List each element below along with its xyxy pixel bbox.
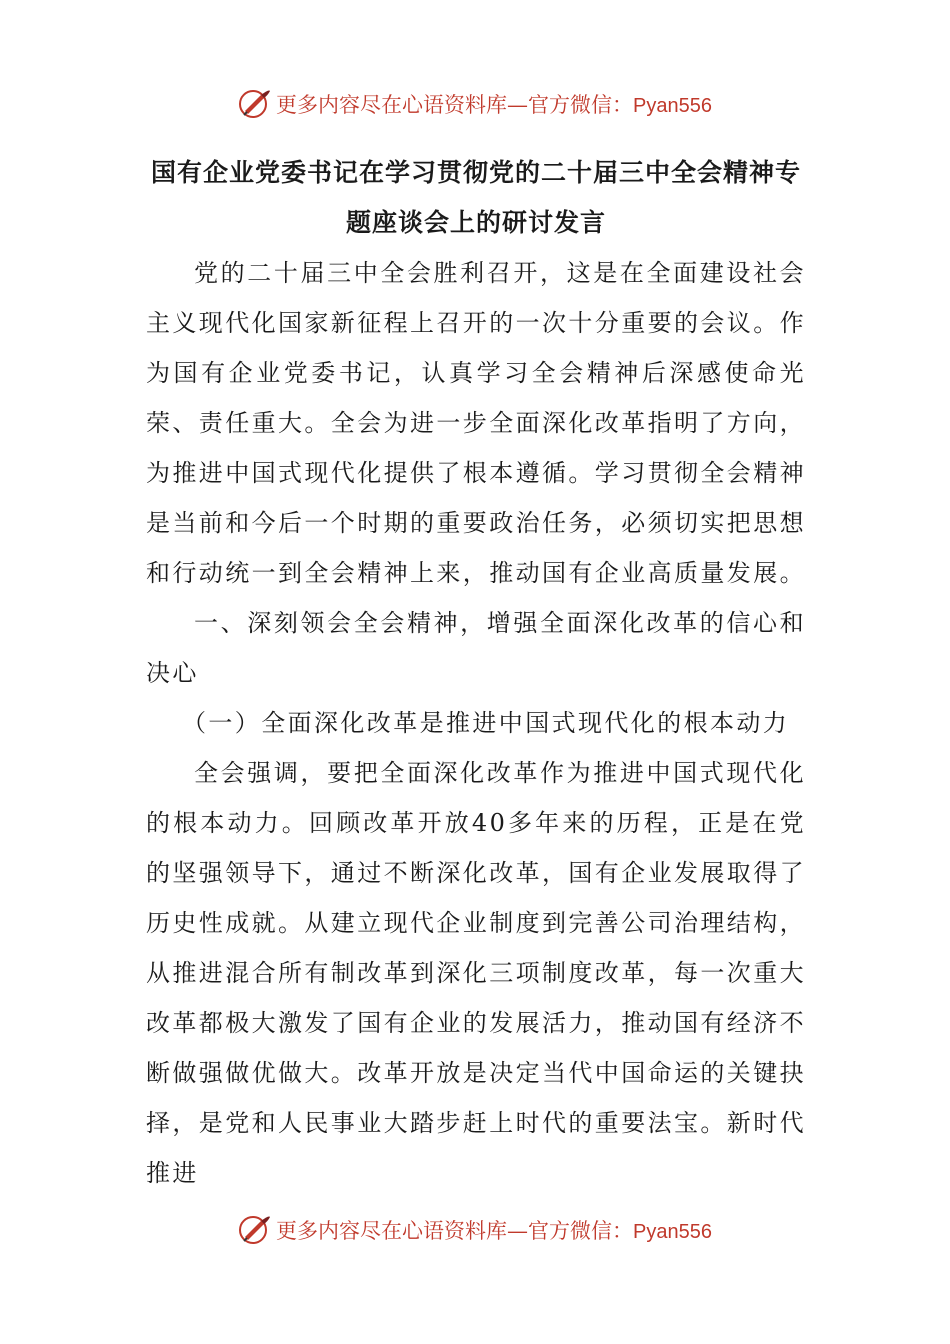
watermark-separator: — — [507, 1219, 529, 1243]
watermark-site-text: 更多内容尽在心语资料库 — [276, 93, 508, 117]
subsection-1-paragraph: 全会强调，要把全面深化改革作为推进中国式现代化的根本动力。回顾改革开放40多年来的历程，正是在党的坚强领导下，通过不断深化改革，国有企业发展取得了历史性成就。从建立现代企业制度到完善公司治理结构，从推进混合所有制改革到深化三项制度改革，每一次重大改革都极大激发了国有企业的发展活力，推动国有经济不断做强做优做大。改革开放是决定当代中国命运的关键抉择，是党和人民事业大踏步赶上时代的重要法宝。新时代推进 — [146, 759, 806, 1187]
header-watermark — [0, 84, 950, 124]
watermark-label: 官方微信： — [528, 1219, 634, 1243]
section-1-heading: 一、深刻领会全会精神，增强全面深化改革的信心和决心 — [146, 609, 806, 687]
subsection-1-heading: （一）全面深化改革是推进中国式现代化的根本动力 — [182, 709, 790, 737]
intro-paragraph: 党的二十届三中全会胜利召开，这是在全面建设社会主义现代化国家新征程上召开的一次十分重要的会议。作为国有企业党委书记，认真学习全会精神后深感使命光荣、责任重大。全会为进一步全面深化改革指明了方向，为推进中国式现代化提供了根本遵循。学习贯彻全会精神是当前和今后一个时期的重要政治任务，必须切实把思想和行动统一到全会精神上来，推动国有企业高质量发展。 — [146, 259, 806, 587]
watermark-wechat-id: Pyan556 — [633, 1221, 712, 1243]
watermark-wechat-id: Pyan556 — [633, 95, 712, 117]
watermark-text — [276, 89, 712, 119]
watermark-label: 官方微信： — [528, 93, 634, 117]
quill-logo-icon — [238, 87, 272, 121]
document-title: 国有企业党委书记在学习贯彻党的二十届三中全会精神专题座谈会上的研讨发言 — [150, 158, 801, 237]
document-body — [146, 148, 806, 1198]
footer-watermark — [0, 1210, 950, 1250]
watermark-separator: — — [507, 93, 529, 117]
quill-logo-icon — [238, 1213, 272, 1247]
watermark-text — [276, 1215, 712, 1245]
watermark-site-text: 更多内容尽在心语资料库 — [276, 1219, 508, 1243]
